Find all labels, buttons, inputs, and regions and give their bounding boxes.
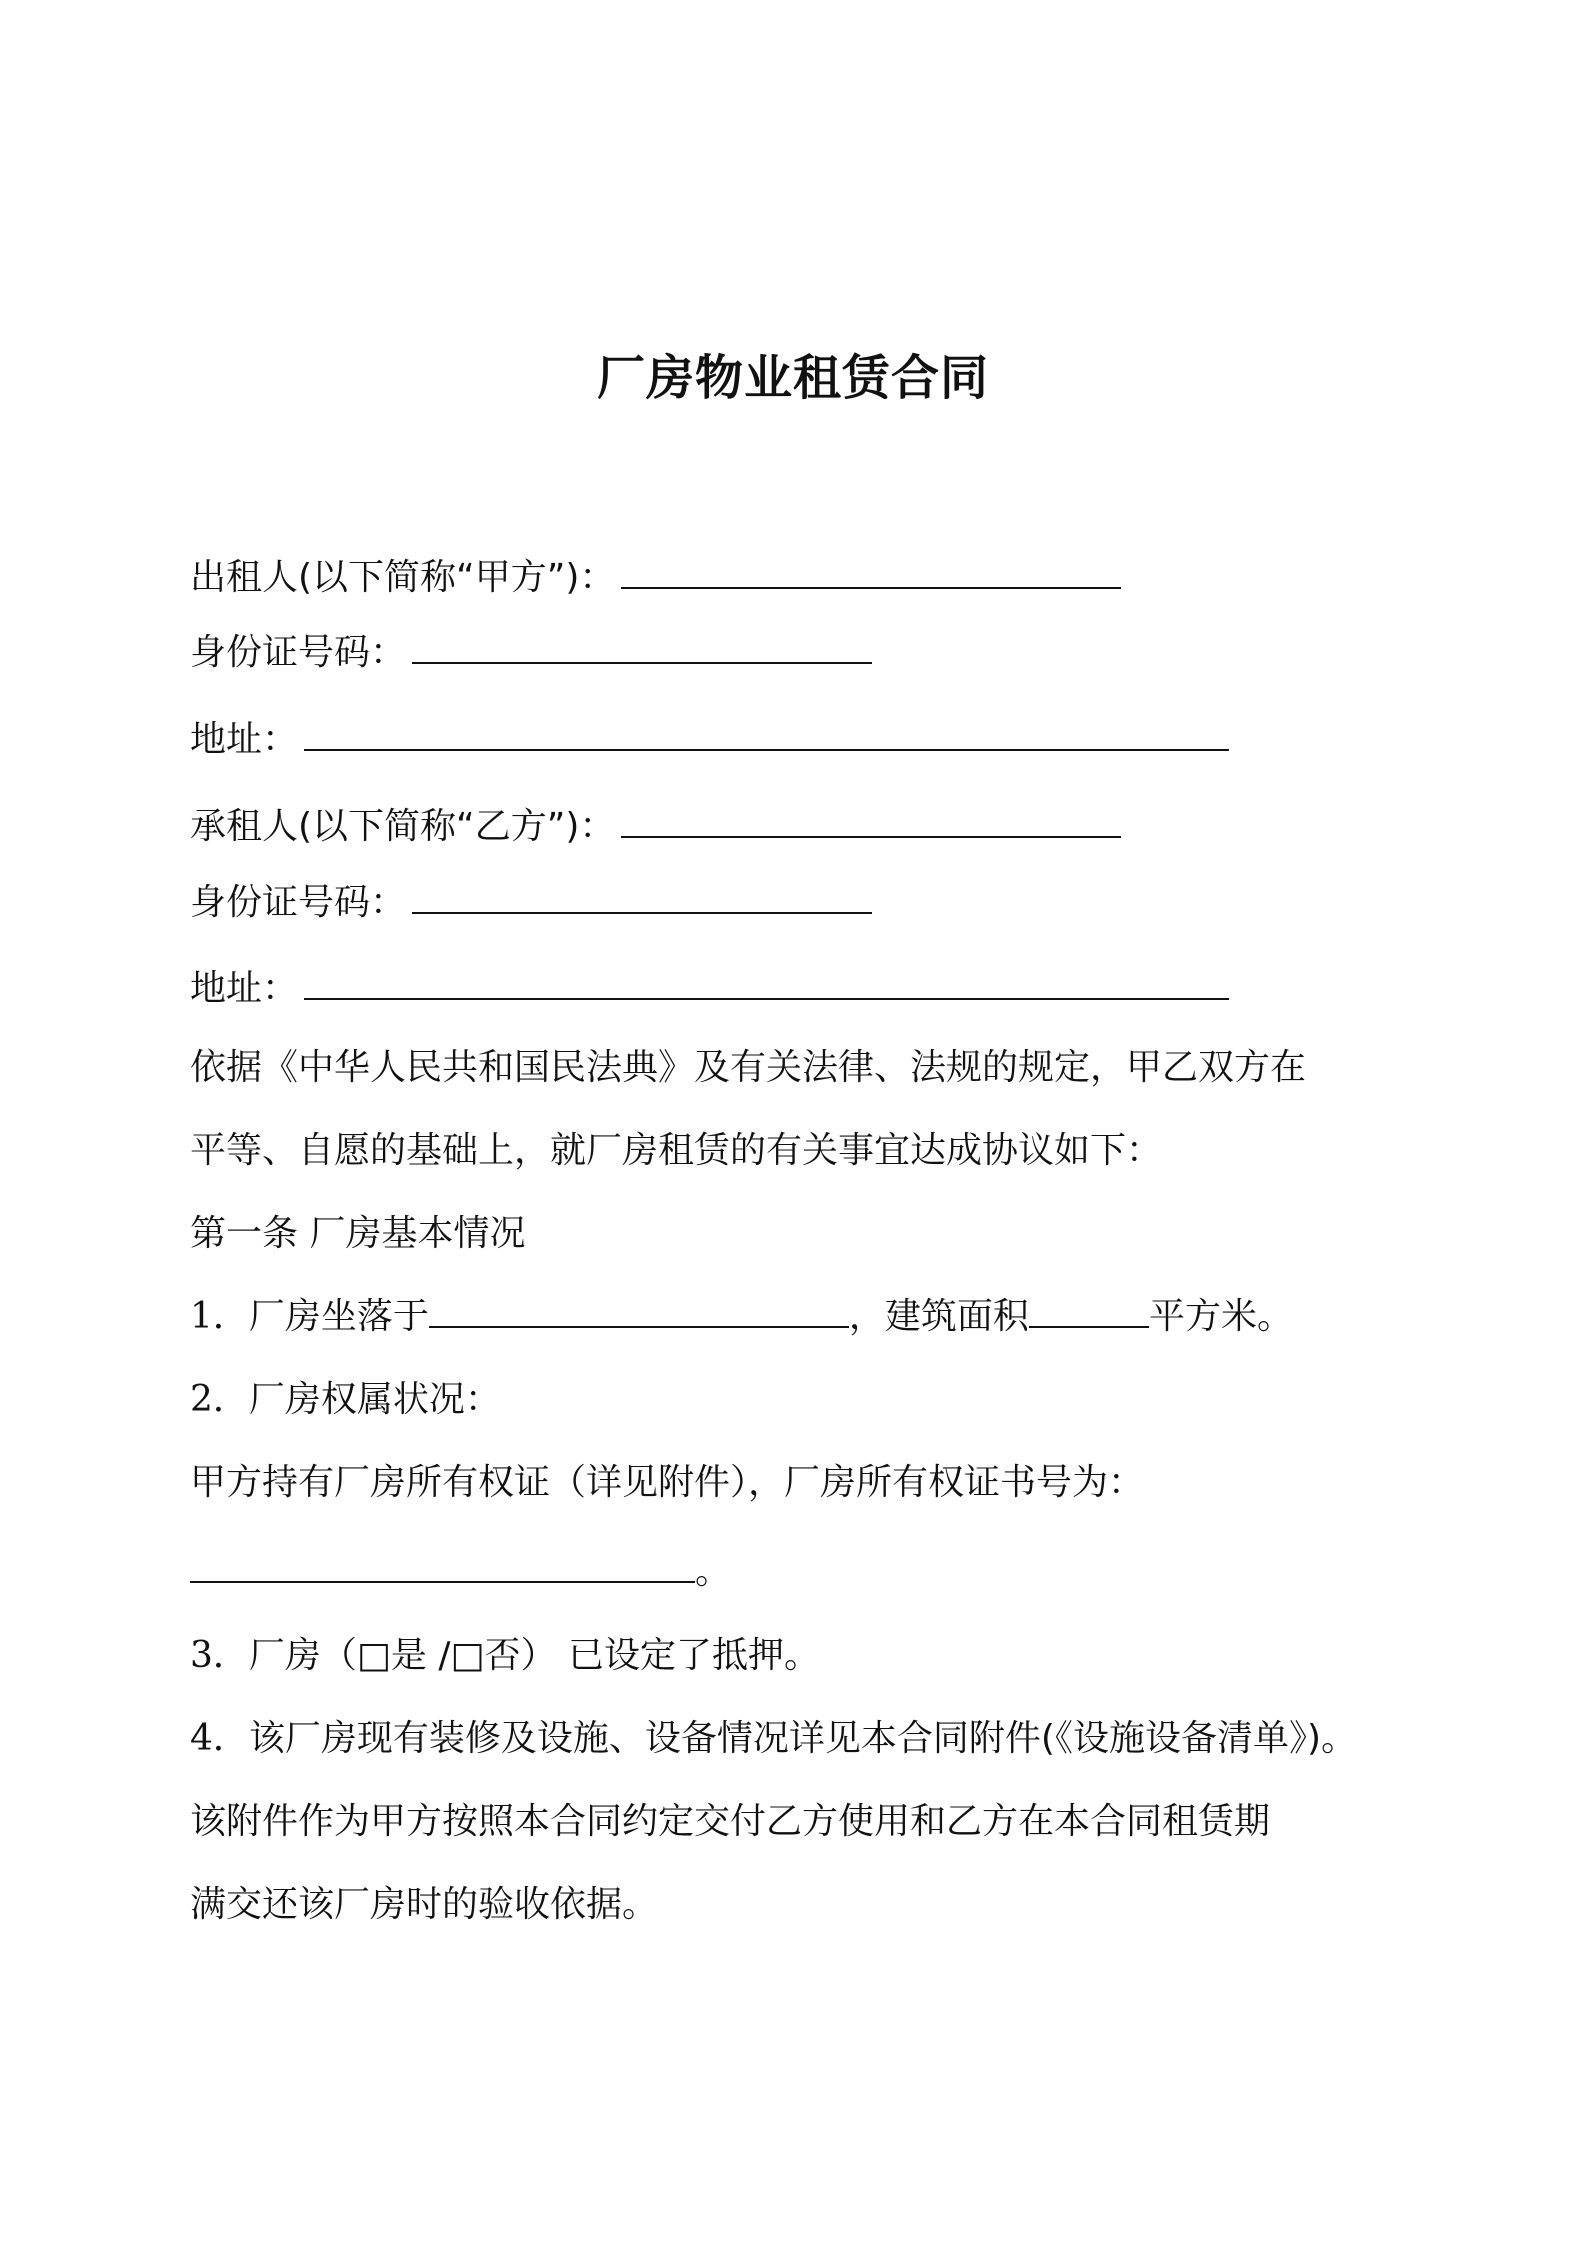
lessee-name-line: [190, 802, 1121, 852]
lessee-name-blank[interactable]: [621, 802, 1121, 838]
item4-number: 4．: [190, 1718, 249, 1759]
lessor-name-line: [190, 553, 1121, 603]
lessor-id-blank[interactable]: [412, 628, 872, 664]
lessee-label: 承租人(以下简称“乙方”)：: [190, 806, 616, 847]
article1-item2: [190, 1375, 501, 1425]
lessor-name-blank[interactable]: [621, 553, 1121, 589]
item3-number: 3．: [190, 1635, 249, 1676]
lessee-address-blank[interactable]: [304, 964, 1229, 1000]
article1-item4: [190, 1714, 1357, 1764]
lessor-address-label: 地址：: [190, 719, 299, 760]
lessor-id-line: [190, 628, 872, 678]
lessor-address-line: [190, 715, 1229, 765]
lessor-address-blank[interactable]: [304, 715, 1229, 751]
lessor-id-label: 身份证号码：: [190, 632, 407, 673]
item2-number: 2．: [190, 1379, 249, 1420]
preamble-line-1: 依据《中华人民共和国民法典》及有关法律、法规的规定，甲乙双方在: [190, 1047, 1307, 1088]
item1-area-label: ，建筑面积: [848, 1296, 1029, 1337]
lessee-address-label: 地址：: [190, 968, 299, 1009]
article1-item4-line3: 满交还该厂房时的验收依据。: [190, 1884, 659, 1925]
certificate-number-line: [190, 1547, 731, 1597]
item1-location-label: 厂房坐落于: [248, 1296, 429, 1337]
preamble-line-2: 平等、自愿的基础上，就厂房租赁的有关事宜达成协议如下：: [190, 1130, 1163, 1171]
article1-item3: [190, 1631, 820, 1681]
article1-item4-line2: 该附件作为甲方按照本合同约定交付乙方使用和乙方在本合同租赁期: [190, 1801, 1271, 1842]
factory-location-blank[interactable]: [429, 1292, 849, 1328]
item4-text: 该厂房现有装修及设施、设备情况详见本合同附件(《设施设备清单》)。: [248, 1718, 1357, 1759]
lessee-address-line: [190, 964, 1229, 1014]
item3-text: 厂房（□是 /□否） 已设定了抵押。: [248, 1635, 820, 1676]
lessee-id-blank[interactable]: [412, 878, 872, 914]
certificate-number-blank[interactable]: [190, 1547, 695, 1583]
item2-text: 厂房权属状况：: [248, 1379, 501, 1420]
item1-area-unit: 平方米。: [1148, 1296, 1293, 1337]
lessor-label: 出租人(以下简称“甲方”)：: [190, 557, 616, 598]
item1-number: 1．: [190, 1296, 249, 1337]
lessee-id-label: 身份证号码：: [190, 882, 407, 923]
article1-item1: [190, 1292, 1293, 1342]
document-title: 厂房物业租赁合同: [596, 350, 989, 406]
article1-item2-detail: 甲方持有厂房所有权证（详见附件），厂房所有权证书号为：: [190, 1462, 1145, 1503]
building-area-blank[interactable]: [1029, 1292, 1149, 1328]
article1-heading: 第一条 厂房基本情况: [190, 1213, 526, 1254]
lessee-id-line: [190, 878, 872, 928]
certificate-number-end: 。: [695, 1551, 732, 1592]
